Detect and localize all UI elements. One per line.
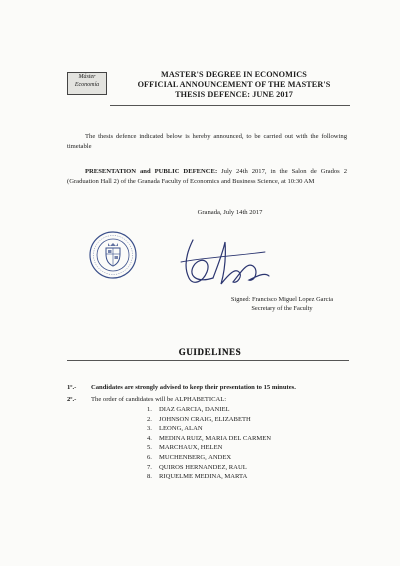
list-item [147, 453, 271, 463]
candidate-list [147, 405, 271, 482]
list-item [147, 424, 271, 434]
signer-role: Secretary of the Faculty [251, 304, 313, 312]
signature-mark [173, 232, 273, 294]
candidate-name: MUCHENBERG, ANDEX [159, 453, 232, 461]
candidate-number: 1. [147, 406, 152, 413]
candidate-name: LEONG, ALAN [159, 425, 203, 433]
official-seal-icon [88, 230, 138, 280]
guideline-number: 1º.- [67, 384, 77, 391]
list-item [147, 405, 271, 415]
candidate-number: 2. [147, 415, 152, 423]
logo-line-1: Máster [78, 74, 96, 80]
candidate-name: MARCHAUX, HELEN [159, 444, 223, 452]
candidate-name: JOHNSON CRAIG, ELIZABETH [159, 415, 251, 423]
guidelines-heading: GUIDELINES [178, 347, 242, 357]
candidate-name: DIAZ GARCIA, DANIEL [159, 406, 230, 413]
document-title [118, 70, 350, 100]
candidate-number: 8. [147, 473, 152, 481]
guideline-text: The order of candidates will be ALPHABETICAL: [91, 396, 227, 403]
candidate-number: 3. [147, 425, 152, 433]
date-line: Granada, July 14th 2017 [197, 209, 263, 216]
candidate-name: MEDINA RUIZ, MARIA DEL CARMEN [159, 434, 272, 442]
intro-paragraph: The thesis defence indicated below is hereby announced, to be carried out with the following timetable [67, 133, 347, 150]
signer-block [212, 296, 352, 313]
list-item [147, 463, 271, 473]
candidate-number: 4. [147, 434, 152, 442]
title-line-1: MASTER'S DEGREE IN ECONOMICS [161, 70, 307, 79]
list-item [147, 472, 271, 482]
candidate-name: RIQUELME MEDINA, MARTA [159, 473, 248, 481]
header-divider [110, 105, 350, 106]
guidelines-divider [67, 360, 349, 361]
candidate-name: QUIROS HERNANDEZ, RAUL [159, 463, 247, 471]
candidate-number: 7. [147, 463, 152, 471]
candidate-number: 5. [147, 444, 152, 452]
presentation-details: July 24th 2017, in the Salon de Grados 2 (Graduation Hall 2) of the Granada Faculty of Economics and Business Science, at 10:30 AM [67, 168, 347, 185]
guideline-number: 2º.- [67, 396, 77, 403]
signer-name: Signed: Francisco Miguel Lopez Garcia [230, 296, 334, 303]
candidate-number: 6. [147, 453, 152, 461]
presentation-label: PRESENTATION and PUBLIC DEFENCE: [85, 168, 218, 175]
title-line-2: OFFICIAL ANNOUNCEMENT OF THE MASTER'S [137, 80, 331, 89]
guideline-text: Candidates are strongly advised to keep their presentation to 15 minutes. [91, 384, 296, 391]
title-line-3: THESIS DEFENCE: JUNE 2017 [175, 90, 293, 99]
logo-line-2: Economía [74, 82, 100, 88]
list-item [147, 434, 271, 444]
guideline-item [67, 383, 296, 392]
faculty-logo [67, 72, 107, 95]
presentation-paragraph [67, 167, 347, 186]
guideline-item [67, 395, 226, 404]
list-item [147, 415, 271, 425]
list-item [147, 443, 271, 453]
